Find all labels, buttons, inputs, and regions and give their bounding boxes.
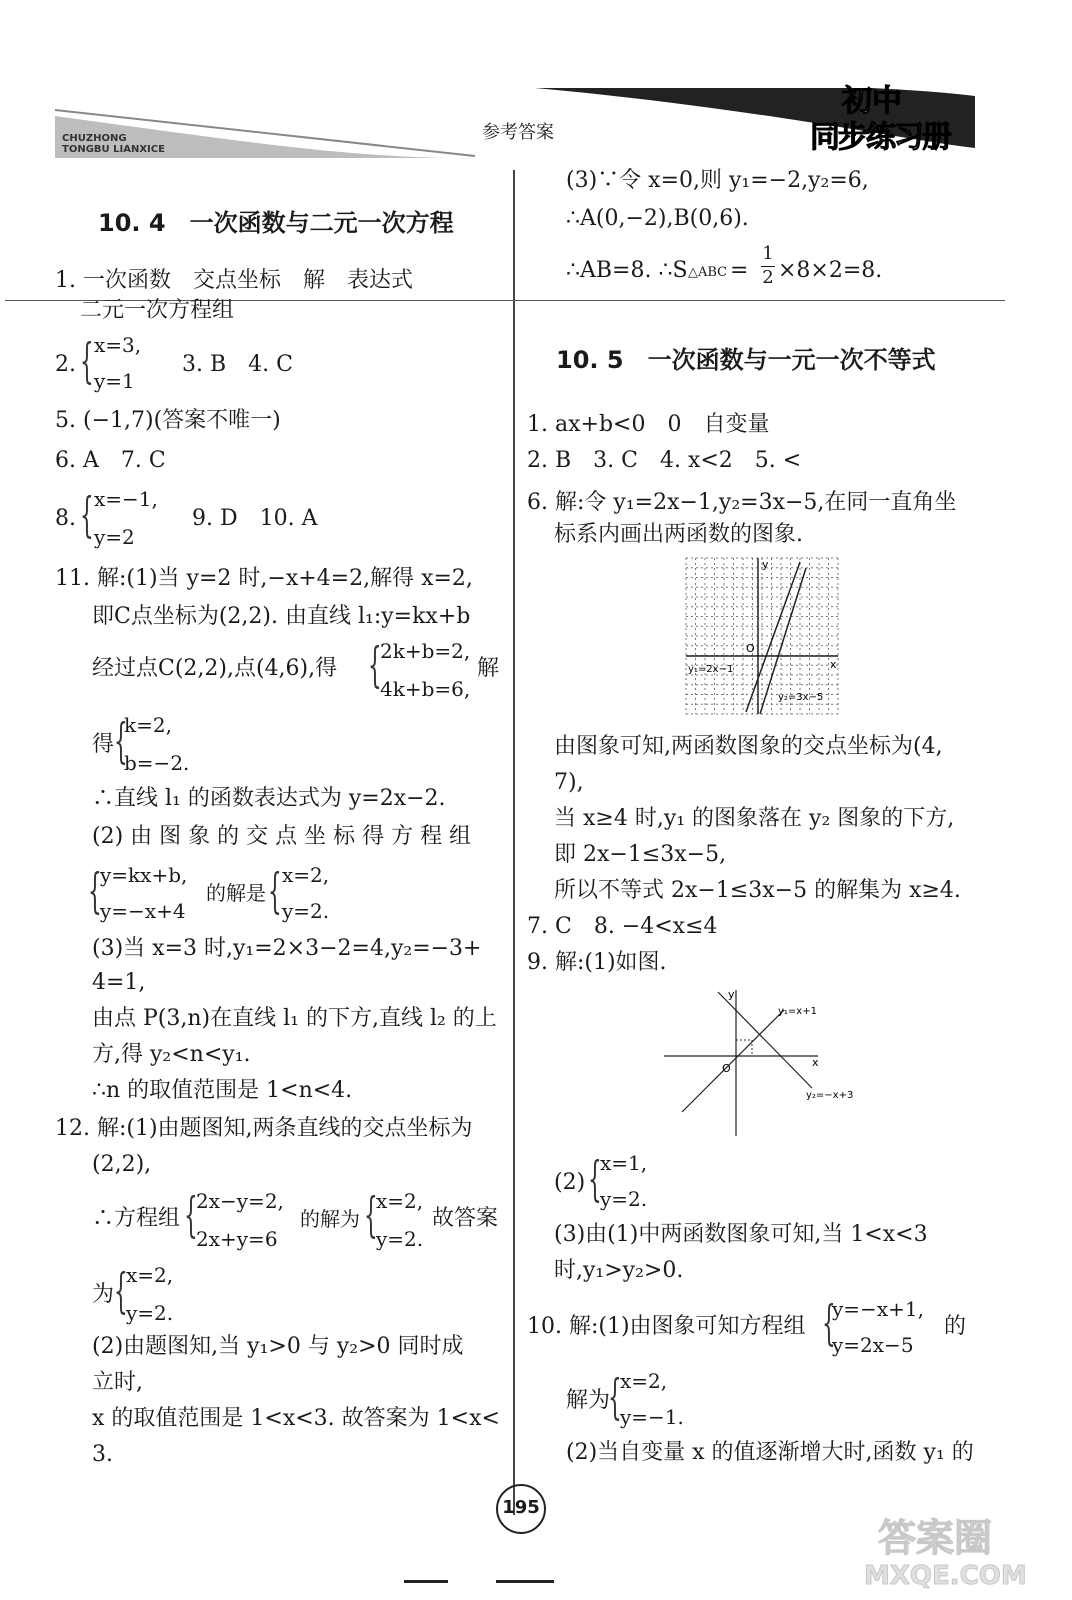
- fraction-denominator: 2: [762, 267, 774, 288]
- r-top-line3-sub: △ABC: [688, 265, 728, 280]
- brace: {: [268, 863, 282, 919]
- q5: 5. (−1,7)(答案不唯一): [55, 408, 281, 433]
- q1-line2: 二元一次方程组: [80, 298, 235, 323]
- q12-line3c: 故答案: [432, 1206, 499, 1231]
- q11-sys2-line1: k=2,: [124, 713, 172, 737]
- graph-q6: [682, 556, 842, 716]
- q11-sys3-line1: y=kx+b,: [100, 863, 188, 887]
- brace: {: [80, 487, 94, 543]
- q11-sys4-line1: x=2,: [282, 863, 330, 887]
- brace: {: [822, 1295, 836, 1351]
- label-x: x: [830, 658, 837, 671]
- brand-en-1: CHUZHONG: [62, 133, 127, 144]
- brace: {: [88, 863, 102, 919]
- r-top-line2: ∴A(0,−2),B(0,6).: [566, 206, 749, 231]
- brace: {: [114, 713, 128, 769]
- line-y1: [682, 1010, 784, 1112]
- q2-number: 2.: [55, 352, 76, 377]
- q12-line8: 3.: [92, 1442, 113, 1467]
- r-q6-line6: 即 2x−1≤3x−5,: [554, 842, 727, 867]
- r-q10-line1b: 的: [944, 1314, 967, 1339]
- label-y2: y₂=−x+3: [806, 1090, 854, 1101]
- brand-en-2: TONGBU LIANXICE: [62, 144, 165, 155]
- q12-sys1-line1: 2x−y=2,: [196, 1189, 284, 1213]
- graph-q9: [660, 984, 870, 1139]
- q12-sys3-line2: y=2.: [126, 1301, 174, 1325]
- q11-line4a: 得: [92, 732, 115, 757]
- page-number: 195: [502, 1497, 540, 1518]
- brand-cn-top: 初中: [842, 84, 902, 119]
- r-q10-line1a: 10. 解:(1)由图象可知方程组: [527, 1314, 806, 1339]
- q11-line9: 4=1,: [92, 970, 146, 995]
- r-q9-sys-line1: x=1,: [600, 1151, 648, 1175]
- q2-sys-line2: y=1: [94, 369, 135, 393]
- q11-line12: ∴n 的取值范围是 1<n<4.: [92, 1078, 353, 1103]
- q11-sys2-line2: b=−2.: [124, 751, 190, 775]
- q11-line2: 即C点坐标为(2,2). 由直线 l₁:y=kx+b: [92, 604, 471, 629]
- fraction-numerator: 1: [762, 243, 774, 264]
- q11-sys4-line2: y=2.: [282, 899, 330, 923]
- q11-line1: 11. 解:(1)当 y=2 时,−x+4=2,解得 x=2,: [55, 566, 473, 591]
- brace: {: [588, 1151, 602, 1207]
- label-y: y: [762, 558, 769, 571]
- q12-sys1-line2: 2x+y=6: [196, 1227, 278, 1251]
- r-q10-sys2-line1: x=2,: [620, 1369, 668, 1393]
- r-q9-sys-line2: y=2.: [600, 1187, 648, 1211]
- q12-line3b: 的解为: [300, 1207, 360, 1231]
- r-top-line3c: ×8×2=8.: [778, 258, 883, 283]
- watermark-url: MXQE.COM: [864, 1561, 1027, 1591]
- label-y1: y₁=x+1: [778, 1006, 817, 1017]
- q12-line3a: ∴方程组: [92, 1206, 181, 1231]
- r-q10-line2a: 解为: [566, 1388, 611, 1413]
- header-title: 参考答案: [482, 122, 554, 143]
- q11-line5: ∴直线 l₁ 的函数表达式为 y=2x−2.: [92, 786, 446, 811]
- q2-sys-line1: x=3,: [94, 333, 142, 357]
- label-y1: y₁=2x−1: [688, 664, 734, 675]
- q11-line6: (2) 由 图 象 的 交 点 坐 标 得 方 程 组: [92, 824, 472, 849]
- r-q1: 1. ax+b<0 0 自变量: [527, 412, 770, 437]
- brace: {: [368, 637, 382, 693]
- r-q9-line3: (3)由(1)中两函数图象可知,当 1<x<3: [554, 1222, 928, 1247]
- brace: {: [114, 1263, 128, 1319]
- label-y2: y₂=3x−5: [778, 692, 824, 703]
- page-number-badge: [496, 1484, 546, 1534]
- r-top-line1: (3)∵令 x=0,则 y₁=−2,y₂=6,: [566, 168, 869, 193]
- r-q6-line3: 由图象可知,两函数图象的交点坐标为(4,: [554, 734, 943, 759]
- brace: {: [80, 333, 94, 389]
- q12-sys2-line1: x=2,: [376, 1189, 424, 1213]
- r-q9-line1: 9. 解:(1)如图.: [527, 950, 667, 975]
- q12-line5: (2)由题图知,当 y₁>0 与 y₂>0 同时成: [92, 1334, 464, 1359]
- brace: {: [608, 1369, 622, 1425]
- r-q7: 7. C 8. −4<x≤4: [527, 914, 718, 939]
- q11-sys1-line2: 4k+b=6,: [380, 677, 471, 701]
- q12-sys3-line1: x=2,: [126, 1263, 174, 1287]
- q8-sys-line1: x=−1,: [94, 487, 158, 511]
- footer-bar-left: [404, 1580, 448, 1583]
- q6: 6. A 7. C: [55, 448, 166, 473]
- r-q6-line7: 所以不等式 2x−1≤3x−5 的解集为 x≥4.: [554, 878, 961, 903]
- r-q10-sys2-line2: y=−1.: [620, 1405, 684, 1429]
- q12-sys2-line2: y=2.: [376, 1227, 424, 1251]
- footer-bar-right: [496, 1580, 554, 1583]
- q11-sys1-line1: 2k+b=2,: [380, 639, 471, 663]
- r-q6-line1: 6. 解:令 y₁=2x−1,y₂=3x−5,在同一直角坐: [527, 490, 957, 515]
- r-q6-line4: 7),: [554, 770, 584, 795]
- q11-line10: 由点 P(3,n)在直线 l₁ 的下方,直线 l₂ 的上: [92, 1006, 497, 1031]
- q8-number: 8.: [55, 506, 76, 531]
- r-q10-line3: (2)当自变量 x 的值逐渐增大时,函数 y₁ 的: [566, 1440, 974, 1465]
- r-q10-sys1-line1: y=−x+1,: [832, 1297, 924, 1321]
- label-y: y: [728, 988, 735, 1001]
- q12-line4a: 为: [92, 1282, 115, 1307]
- q11-line11: 方,得 y₂<n<y₁.: [92, 1042, 251, 1067]
- section-title-10-5: 10. 5 一次函数与一元一次不等式: [556, 346, 936, 374]
- r-q2: 2. B 3. C 4. x<2 5. <: [527, 448, 802, 473]
- grid: [686, 558, 838, 714]
- q8-rest: 9. D 10. A: [192, 506, 318, 531]
- q8-sys-line2: y=2: [94, 525, 135, 549]
- label-o: O: [746, 642, 755, 655]
- r-top-line3a: ∴AB=8. ∴S: [566, 258, 688, 283]
- q12-line7: x 的取值范围是 1<x<3. 故答案为 1<x<: [92, 1406, 500, 1431]
- q2-rest: 3. B 4. C: [182, 352, 293, 377]
- q12-line2: (2,2),: [92, 1152, 152, 1177]
- label-x: x: [812, 1056, 819, 1069]
- watermark-cn: 答案圈: [878, 1516, 993, 1560]
- brace: {: [364, 1187, 378, 1243]
- r-q9-line2a: (2): [554, 1170, 586, 1195]
- r-q10-sys1-line2: y=2x−5: [832, 1333, 914, 1357]
- q11-line8: (3)当 x=3 时,y₁=2×3−2=4,y₂=−3+: [92, 936, 482, 961]
- column-divider: [513, 170, 515, 1515]
- r-q9-line4: 时,y₁>y₂>0.: [554, 1258, 684, 1283]
- q11-line3a: 经过点C(2,2),点(4,6),得: [92, 656, 338, 681]
- label-o: O: [722, 1062, 731, 1075]
- q12-line6: 立时,: [92, 1370, 143, 1395]
- r-q6-line5: 当 x≥4 时,y₁ 的图象落在 y₂ 图象的下方,: [554, 806, 955, 831]
- brace: {: [184, 1187, 198, 1243]
- q11-line3b: 解: [477, 656, 500, 681]
- line-y1: [746, 562, 800, 712]
- q11-sys3-line2: y=−x+4: [100, 899, 186, 923]
- q11-line7a: 的解是: [206, 881, 266, 905]
- r-q6-line2: 标系内画出两函数的图象.: [554, 522, 803, 547]
- q12-line1: 12. 解:(1)由题图知,两条直线的交点坐标为: [55, 1116, 473, 1141]
- q1-line1: 1. 一次函数 交点坐标 解 表达式: [55, 268, 413, 293]
- brand-cn-bottom: 同步练习册: [810, 120, 950, 155]
- r-top-line3b: =: [730, 258, 749, 283]
- section-title-10-4: 10. 4 一次函数与二元一次方程: [98, 209, 454, 237]
